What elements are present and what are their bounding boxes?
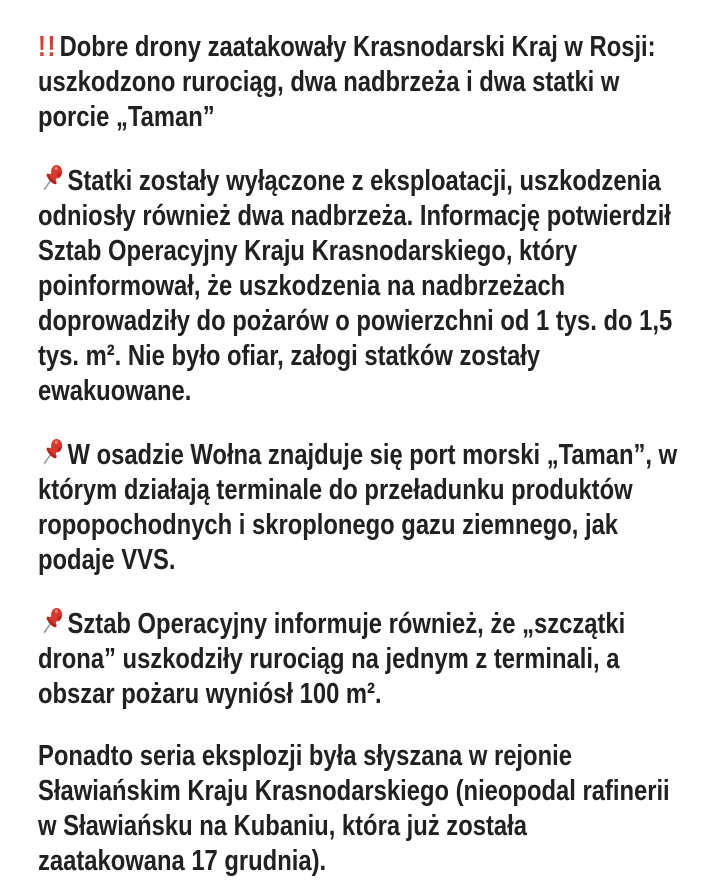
post-paragraph: [38, 30, 678, 135]
paragraph-text: Dobre drony zaatakowały Krasnodarski Kraj w Rosji: uszkodzono rurociąg, dwa nadbrzeża i dwa statki w porcie „Taman”: [38, 31, 656, 133]
paragraph-text: Ponadto seria eksplozji była słyszana w rejonie Sławiańskim Kraju Krasnodarskiego (nieopodal rafinerii w Sławiańsku na Kubaniu, która już została zaatakowana 17 grudnia).: [38, 740, 670, 877]
post-paragraph: [38, 739, 678, 879]
post-paragraph: [38, 605, 678, 712]
post-paragraph: [38, 436, 678, 578]
double-exclamation-icon: !!: [38, 31, 58, 63]
post-paragraph: [38, 162, 678, 409]
pushpin-icon: [38, 605, 66, 638]
paragraph-text: Statki zostały wyłączone z eksploatacji, uszkodzenia odniosły również dwa nadbrzeża. Informację potwierdził Sztab Operacyjny Kraju Krasnodarskiego, który poinformował, że uszkodzenia na nadbrzeżach doprowadziły do pożarów o powierzchni od 1 tys. do 1,5 tys. m². Nie było ofiar, załogi statków zostały ewakuowane.: [38, 165, 673, 407]
paragraph-text: W osadzie Wołna znajduje się port morski „Taman”, w którym działają terminale do przeładunku produktów ropopochodnych i skroplonego gazu ziemnego, jak podaje VVS.: [38, 439, 678, 576]
pushpin-icon: [38, 436, 66, 469]
pushpin-icon: [38, 162, 66, 195]
post-body: [38, 30, 678, 879]
paragraph-text: Sztab Operacyjny informuje również, że „szczątki drona” uszkodziły rurociąg na jednym z terminali, a obszar pożaru wyniósł 100 m².: [38, 608, 626, 710]
